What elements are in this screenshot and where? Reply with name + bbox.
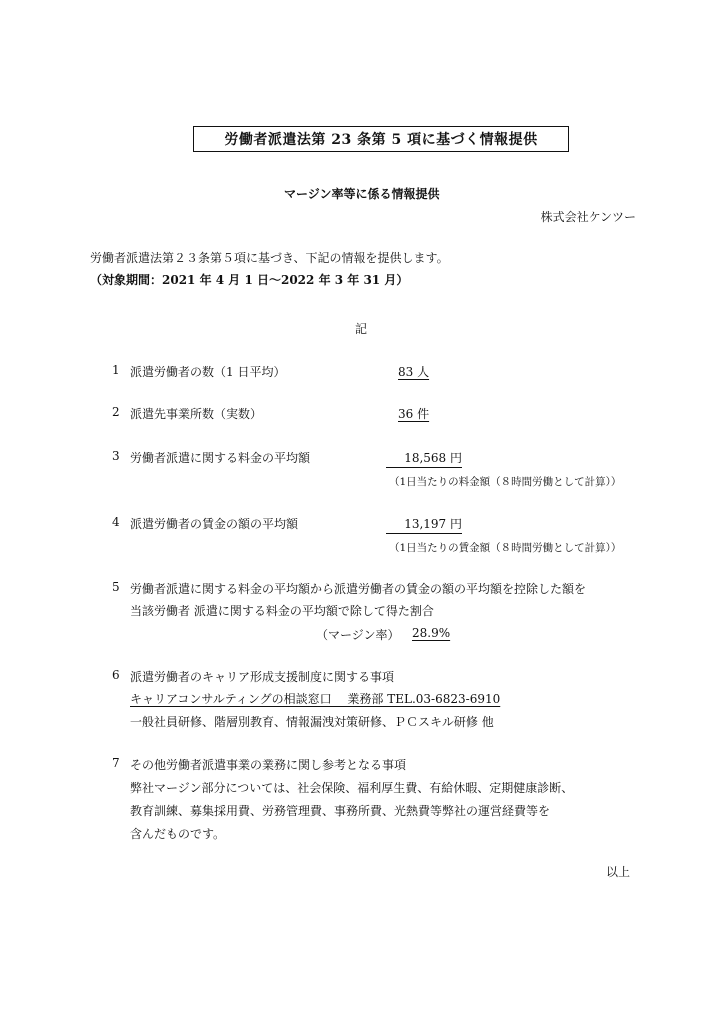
item-2-value: 36 件 xyxy=(398,407,430,421)
page-title: 労働者派遣法第 23 条第 5 項に基づく情報提供 xyxy=(193,126,569,152)
item-7-number: 7 xyxy=(112,756,120,770)
item-2-number: 2 xyxy=(112,405,120,419)
item-5-line-2: 当該労働者 派遣に関する料金の平均額で除して得た割合 xyxy=(130,604,434,618)
intro-text: 労働者派遣法第２３条第５項に基づき、下記の情報を提供します。 xyxy=(90,251,449,265)
item-4-note: （1日当たりの賃金額（８時間労働として計算）） xyxy=(389,542,622,554)
item-6-number: 6 xyxy=(112,668,120,682)
target-period: （対象期間：2021 年 4 月 1 日～2022 年 3 年 31 月） xyxy=(90,273,409,287)
item-1-label: 派遣労働者の数（1 日平均） xyxy=(130,365,286,379)
subtitle: マージン率等に係る情報提供 xyxy=(284,187,440,201)
item-5-number: 5 xyxy=(112,580,120,594)
ki-marker: 記 xyxy=(355,322,368,336)
item-2-label: 派遣先事業所数（実数） xyxy=(130,407,263,421)
item-4-number: 4 xyxy=(112,515,120,529)
item-4-label: 派遣労働者の賃金の額の平均額 xyxy=(130,517,299,531)
item-3-label: 労働者派遣に関する料金の平均額 xyxy=(130,451,311,465)
margin-rate-value: 28.9% xyxy=(412,626,451,640)
item-1-value: 83 人 xyxy=(398,365,430,379)
item-1-number: 1 xyxy=(112,363,120,377)
item-4-value: 13,197 円 xyxy=(386,515,462,534)
item-3-number: 3 xyxy=(112,449,120,463)
item-7-line-1: 弊社マージン部分については、社会保険、福利厚生費、有給休暇、定期健康診断、 xyxy=(130,781,574,795)
closing-mark: 以上 xyxy=(605,865,630,879)
margin-rate-label: （マージン率） xyxy=(316,628,400,642)
item-7-heading: その他労働者派遣事業の業務に関し参考となる事項 xyxy=(130,758,407,772)
item-7-line-2: 教育訓練、募集採用費、労務管理費、事務所費、光熱費等弊社の運営経費等を xyxy=(130,804,551,818)
item-6-heading: 派遣労働者のキャリア形成支援制度に関する事項 xyxy=(130,670,395,684)
item-3-value: 18,568 円 xyxy=(386,449,462,468)
item-5-line-1: 労働者派遣に関する料金の平均額から派遣労働者の賃金の額の平均額を控除した額を xyxy=(130,582,587,596)
item-3-note: （1日当たりの料金額（８時間労働として計算）） xyxy=(389,476,622,488)
career-consultation-contact: キャリアコンサルティングの相談窓口 業務部 TEL.03-6823-6910 xyxy=(130,692,501,706)
item-7-line-3: 含んだものです。 xyxy=(130,827,226,841)
training-detail: 一般社員研修、階層別教育、情報漏洩対策研修、ＰＣスキル研修 他 xyxy=(130,715,494,729)
company-name: 株式会社ケンツー xyxy=(540,210,636,224)
